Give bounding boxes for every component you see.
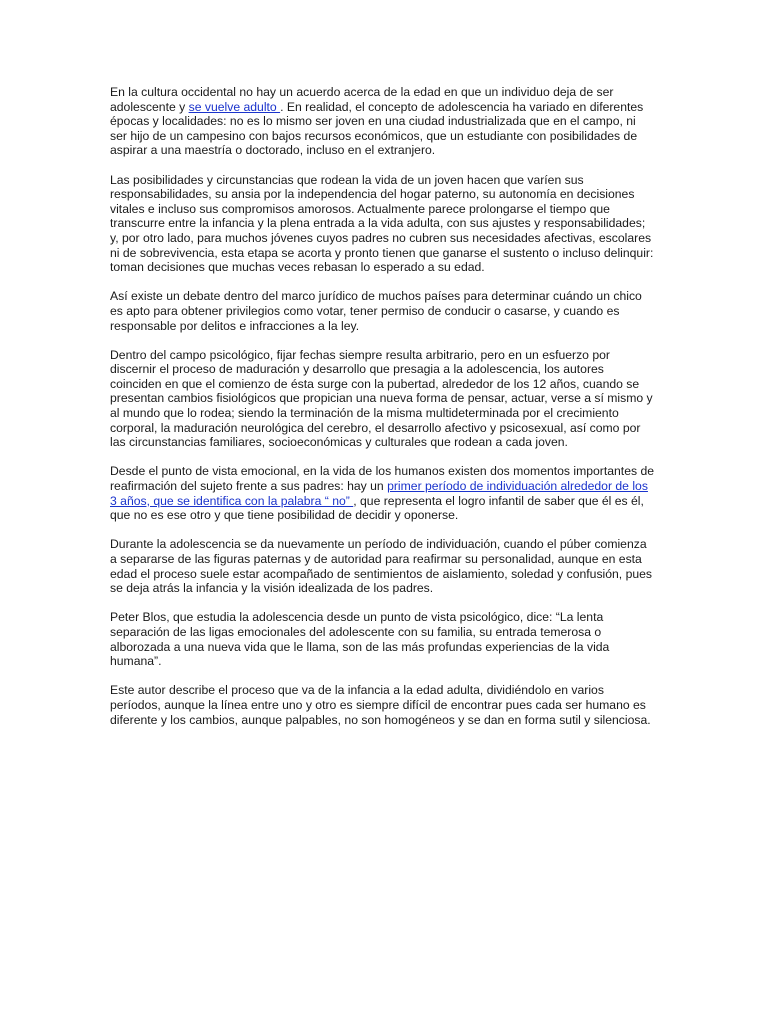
paragraph-3: Así existe un debate dentro del marco jurídico de muchos países para determinar cuándo un chico es apto para obtener privilegios como votar, tener permiso de conducir o casarse, y cuando es responsable por delitos e infracciones a la ley.	[110, 289, 642, 333]
paragraph-1	[110, 85, 655, 158]
paragraph-5-text-before: Desde el punto de vista emocional, en la vida de los humanos existen dos momentos importantes de reafirmación del sujeto frente a sus padres: hay un	[110, 464, 655, 494]
paragraph-1-text-before: En la cultura occidental no hay un acuerdo acerca de la edad en que un individuo deja de ser adolescente y	[110, 85, 614, 114]
link-primer-periodo-individuacion[interactable]: primer período de individuación alrededor de los 3 años, que se identifica con la palabra “ no”	[110, 479, 648, 508]
paragraph-5-text-after: , que representa el logro infantil de saber que él es él, que no es ese otro y que tiene posibilidad de decidir y oponerse.	[110, 493, 644, 523]
paragraph-1-text-after: . En realidad, el concepto de adolescencia ha variado en diferentes épocas y localidades: no es lo mismo ser joven en una ciudad industrializada que en el campo, ni ser hijo de un campesino con bajos recursos económicos, que un estudiante con posibilidades de aspirar a una maestría o doctorado, incluso en el extranjero.	[110, 99, 644, 158]
paragraph-4: Dentro del campo psicológico, fijar fechas siempre resulta arbitrario, pero en un esfuerzo por discernir el proceso de maduración y desarrollo que presagia a la adolescencia, los autores coinciden en que el comienzo de ésta surge con la pubertad, alrededor de los 12 años, cuando se presentan cambios fisiológicos que propician una nueva forma de pensar, actuar, verse a sí mismo y al mundo que lo rodea; siendo la terminación de la misma multideterminada por el crecimiento corporal, la maduración neurológica del cerebro, el desarrollo afectivo y psicosexual, así como por las circunstancias familiares, socioeconómicas y culturales que rodean a cada joven.	[110, 347, 653, 450]
paragraph-7: Peter Blos, que estudia la adolescencia desde un punto de vista psicológico, dice: “La lenta separación de las ligas emocionales del adolescente con su familia, su entrada temerosa o alborozada a una nueva vida que le llama, son de las más profundas experiencias de la vida humana”.	[110, 610, 610, 669]
document-body	[110, 85, 655, 742]
paragraph-8: Este autor describe el proceso que va de la infancia a la edad adulta, dividiéndolo en varios períodos, aunque la línea entre uno y otro es siempre difícil de encontrar pues cada ser humano es diferente y los cambios, aunque palpables, no son homogéneos y se dan en forma sutil y silenciosa.	[110, 683, 651, 727]
paragraph-6: Durante la adolescencia se da nuevamente un período de individuación, cuando el púber comienza a separarse de las figuras paternas y de autoridad para reafirmar su personalidad, aunque en esta edad el proceso suele estar acompañado de sentimientos de aislamiento, soledad y confusión, pues se deja atrás la infancia y la visión idealizada de los padres.	[110, 537, 653, 596]
paragraph-2: Las posibilidades y circunstancias que rodean la vida de un joven hacen que varíen sus responsabilidades, su ansia por la independencia del hogar paterno, su autonomía en decisiones vitales e incluso sus compromisos amorosos. Actualmente parece prolongarse el tiempo que transcurre entre la infancia y la plena entrada a la vida adulta, con sus ajustes y responsabilidades; y, por otro lado, para muchos jóvenes cuyos padres no cubren sus necesidades afectivas, escolares ni de sobrevivencia, esta etapa se acorta y pronto tienen que ganarse el sustento o incluso delinquir: toman decisiones que muchas veces rebasan lo esperado a su edad.	[110, 172, 654, 275]
link-se-vuelve-adulto[interactable]: se vuelve adulto	[188, 99, 281, 114]
paragraph-5	[110, 464, 655, 522]
